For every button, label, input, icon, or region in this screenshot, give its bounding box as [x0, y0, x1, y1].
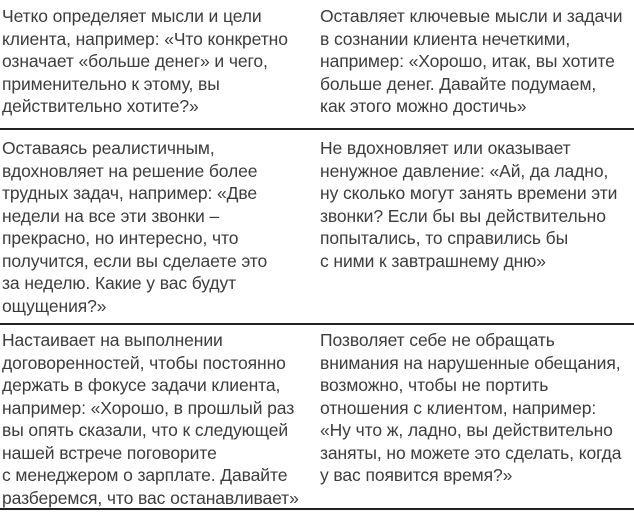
table-cell-left: Четко определяет мысли и цели клиента, например: «Что конкретно означает «больше денег» и чего, применительно к этому, вы действительно хотите?» — [2, 6, 288, 116]
table-cell-right: Оставляет ключевые мысли и задачи в сознании клиента нечеткими, например: «Хорошо, итак, вы хотите больше денег. Давайте подумаем, как этого можно достичь» — [320, 6, 623, 116]
table-cell-right: Позволяет себе не обращать внимания на нарушенные обещания, возможно, чтобы не портить отношения с клиентом, например: «Ну что ж, ладно, вы действительно заняты, но можете это сделать, когда у вас появится время?» — [320, 330, 622, 485]
table-row — [0, 325, 634, 508]
table-cell-left: Настаивает на выполнении договоренностей, чтобы постоянно держать в фокусе задачи клиента, например: «Хорошо, в прошлый раз вы опять сказали, что к следующей нашей встрече поговорите с менеджером о зарплате. Давайте разберемся, что вас останавливает» — [2, 330, 299, 508]
table-cell-left: Оставаясь реалистичным, вдохновляет на решение более трудных задач, например: «Две недели на все эти звонки – прекрасно, но интересно, что получится, если вы сделаете это за неделю. Какие у вас будут ощущения?» — [2, 138, 268, 316]
table-row — [0, 130, 634, 323]
table-cell-right: Не вдохновляет или оказывает ненужное давление: «Ай, да ладно, ну сколько могут занять времени эти звонки? Если бы вы действительно попытались, то справились бы с ними к завтрашнему дню» — [320, 138, 618, 271]
table-row — [0, 0, 634, 128]
